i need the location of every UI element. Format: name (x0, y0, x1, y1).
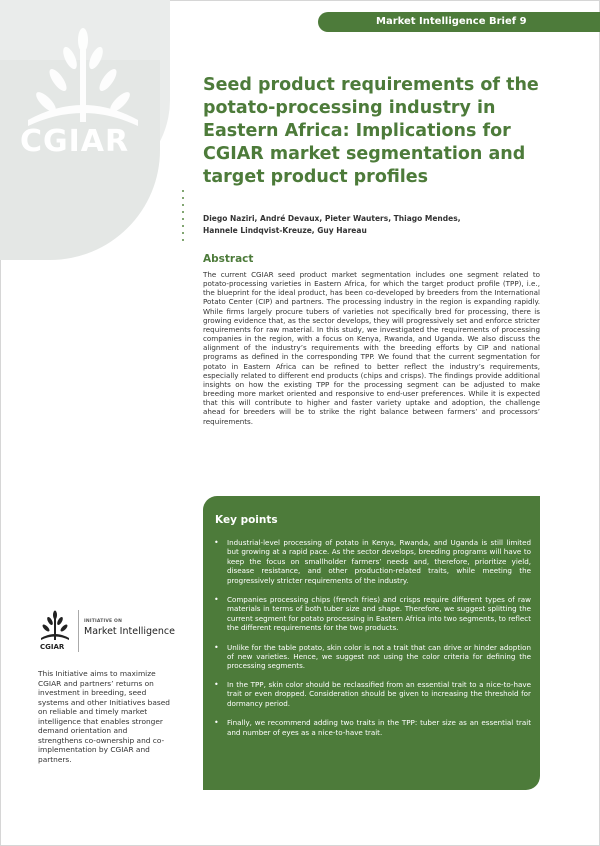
cgiar-logo-icon (38, 610, 72, 644)
key-points-list (213, 538, 531, 747)
key-point-item: • Industrial-level processing of potato in Kenya, Rwanda, and Uganda is still limited but growing at a rapid pace. As the sector develops, breeding programs will have to keep the focus on smallholder farmers’ needs and, therefore, prioritize yield, disease resistance, and other production-related traits, while meeting the progressively stricter requirements of the industry. (213, 538, 531, 585)
authors-line: Diego Naziri, André Devaux, Pieter Wauters, Thiago Mendes, (203, 214, 461, 223)
decorative-dots (182, 190, 186, 246)
initiative-org: CGIAR (40, 643, 65, 651)
initiative-description: This Initiative aims to maximize CGIAR and partners’ returns on investment in breeding, seed systems and other Initiatives based on reliable and timely market intelligence that enables stronger demand orientation and strengthens co-ownership and co-implementation by CGIAR and partners. (38, 669, 170, 764)
key-point-item: • Companies processing chips (french fries) and crisps require different types of raw materials in terms of both tuber size and shape. Therefore, we suggest splitting the current segment for potato processing in Eastern Africa into two segments, to reflect the different requirements for the two products. (213, 595, 531, 633)
key-points-box (203, 496, 540, 790)
initiative-logo (38, 610, 188, 656)
initiative-on-label: INITIATIVE ON (84, 619, 123, 624)
authors (203, 213, 543, 237)
abstract-heading: Abstract (203, 253, 254, 265)
authors-line: Hannele Lindqvist-Kreuze, Guy Hareau (203, 226, 367, 235)
key-point-item: • Unlike for the table potato, skin color is not a trait that can drive or hinder adoption of new varieties. Hence, we suggest not using the color criteria for defining the processing segments. (213, 643, 531, 671)
key-points-heading: Key points (215, 514, 278, 526)
abstract-text: The current CGIAR seed product market segmentation includes one segment related to potato-processing varieties in Eastern Africa, for which the target product profile (TPP), i.e., the blueprint for the ideal product, has been co-developed by breeders from the International Potato Center (CIP) and partners. The processing industry in the region is expanding rapidly. While firms largely procure tubers of varieties not specifically bred for processing, there is growing evidence that, as the sector develops, they will progressively set and enforce stricter requirements for raw material. In this study, we investigated the requirements of processing companies in the region, with a focus on Kenya, Rwanda, and Uganda. We also discuss the alignment of the industry’s requirements with the breeding efforts by CIP and national programs as defined in the corresponding TPP. We found that the current segmentation for potato in Eastern Africa can be refined to better reflect the industry’s requirements, especially related to different end products (chips and crisps). The findings provide additional insights on how the existing TPP for the processing segment can be adjusted to make breeding more market oriented and responsive to end-user preferences. While it is expected that this will contribute to higher and faster variety uptake and adoption, the challenge ahead for breeders will be to strike the right balance between farmers’ and processors’ requirements. (203, 270, 540, 426)
key-point-item: • In the TPP, skin color should be reclassified from an essential trait to a nice-to-have trait or even dropped. Consideration should be given to increasing the threshold for dormancy period. (213, 680, 531, 708)
document-title: Seed product requirements of the potato-processing industry in Eastern Africa: Implications for CGIAR market segmentation and target product profiles (203, 75, 539, 187)
initiative-name: Market Intelligence (84, 626, 175, 637)
key-point-item: • Finally, we recommend adding two traits in the TPP: tuber size as an essential trait and number of eyes as a nice-to-have trait. (213, 718, 531, 737)
logo-divider (78, 610, 79, 652)
series-label: Market Intelligence Brief 9 (318, 12, 600, 32)
watermark-text: CGIAR (20, 124, 130, 159)
